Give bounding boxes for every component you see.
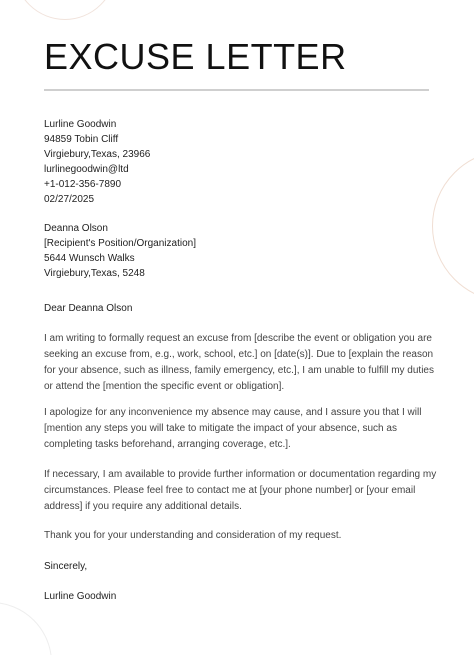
recipient-street: 5644 Wunsch Walks (44, 253, 135, 264)
sender-block (44, 117, 150, 207)
recipient-position: [Recipient's Position/Organization] (44, 238, 196, 249)
title-divider (44, 89, 429, 91)
recipient-block (44, 221, 196, 281)
sender-phone: +1-012-356-7890 (44, 179, 122, 190)
body-paragraph-4: Thank you for your understanding and consideration of my request. (44, 530, 342, 541)
decorative-circle-right (432, 150, 474, 302)
recipient-city-state-zip: Virgiebury,Texas, 5248 (44, 268, 145, 279)
body-paragraph-2: I apologize for any inconvenience my absence may cause, and I assure you that I will [mention any steps you will take to mitigate the impact of your absence, such as completing tasks beforehand, arranging coverage, etc.]. (44, 407, 422, 450)
decorative-circle-top (14, 0, 116, 20)
sender-street: 94859 Tobin Cliff (44, 134, 119, 145)
letter-date: 02/27/2025 (44, 194, 95, 205)
decorative-circle-bottom (0, 602, 52, 655)
signature-name: Lurline Goodwin (44, 591, 117, 602)
sender-email: lurlinegoodwin@ltd (44, 164, 129, 175)
closing: Sincerely, (44, 561, 88, 572)
recipient-name: Deanna Olson (44, 223, 108, 234)
body-paragraph-1: I am writing to formally request an excuse from [describe the event or obligation you are seeking an excuse from, e.g., work, school, etc.] on [date(s)]. Due to [explain the reason for your absence, such as illness, family emergency, etc.], I am unable to fulfill my duties or attend the [mention the specific event or obligation]. (44, 333, 434, 392)
body-paragraph-3: If necessary, I am available to provide further information or documentation regarding my circumstances. Please feel free to contact me at [your phone number] or [your email address] if you require any additional details. (44, 469, 437, 512)
salutation: Dear Deanna Olson (44, 303, 133, 314)
sender-city-state-zip: Virgiebury,Texas, 23966 (44, 149, 151, 160)
document-title: EXCUSE LETTER (44, 36, 347, 77)
sender-name: Lurline Goodwin (44, 119, 117, 130)
